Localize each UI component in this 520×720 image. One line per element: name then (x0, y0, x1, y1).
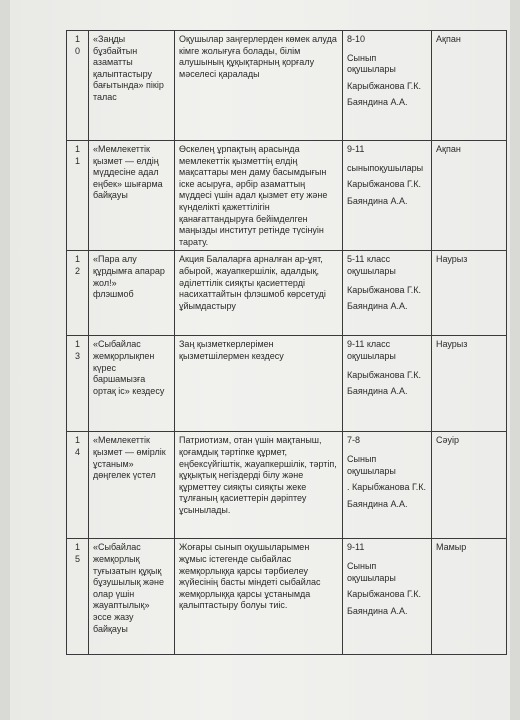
event-title: «Сыбайлас жемқорлықпен күрес баршамызға ортақ іс» кездесу (89, 336, 175, 432)
row-number-digit-2: 4 (74, 446, 80, 457)
table-row (67, 31, 507, 141)
row-number-digit-2: 0 (74, 45, 80, 56)
responsible-person-1: Карыбжанова Г.К. (347, 179, 421, 190)
month-cell: Наурыз (432, 336, 507, 432)
row-number (67, 141, 89, 251)
event-title: «Пара алу құрдымға апарар жол!» флэшмоб (89, 251, 175, 336)
row-number (67, 336, 89, 432)
table-row (67, 336, 507, 432)
row-number-digit-2: 2 (74, 265, 80, 276)
grade-range: 7-8 (347, 435, 361, 446)
grade-range: 9-11 (347, 144, 365, 154)
row-number (67, 251, 89, 336)
event-description: Патриотизм, отан үшін мақтаныш, қоғамдық тәртіпке құрмет, еңбексүйгіштік, жауапкершілік, тәртіп, құқықтық негіздерді білу және құрметтеу сияқты сияқты жеке тұлғаның қасиеттерін дәріптеу ұсынылады. (175, 432, 343, 539)
table-row (67, 141, 507, 251)
responsible-person-1: Карыбжанова Г.К. (347, 589, 421, 600)
responsible-person-1: . Карыбжанова Г.К. (347, 482, 426, 493)
grade-range: 8-10 (347, 34, 366, 44)
participants-cell (343, 539, 432, 655)
event-title: «Мемлекеттік қызмет — елдің мүддесіне адал еңбек» шығарма байқауы (89, 141, 175, 251)
table-row (67, 539, 507, 655)
row-number-digit-1: 1 (74, 339, 80, 350)
audience-label: Сынып оқушылары (347, 52, 396, 75)
event-description: Заң қызметкерлерімен қызметшілермен кездесу (175, 336, 343, 432)
grade-range: 9-11 класс оқушылары (347, 339, 396, 361)
month-cell: Ақпан (432, 31, 507, 141)
event-title: «Сыбайлас жемқорлық туғызатын құқық бұзушылық және олар үшін жауаптылық» эссе жазу байқауы (89, 539, 175, 655)
participants-cell (343, 141, 432, 251)
grade-range: 9-11 (347, 542, 365, 553)
participants-cell (343, 31, 432, 141)
responsible-person-1: Карыбжанова Г.К. (347, 80, 421, 91)
row-number-digit-1: 1 (74, 34, 80, 44)
participants-cell (343, 432, 432, 539)
audience-label: Сынып оқушылары (347, 453, 396, 476)
month-cell: Ақпан (432, 141, 507, 251)
table-row (67, 432, 507, 539)
responsible-person-2: Баяндина А.А. (347, 498, 408, 509)
row-number-digit-2: 3 (74, 350, 80, 361)
month-cell: Сәуір (432, 432, 507, 539)
grade-range: 5-11 класс оқушылары (347, 254, 396, 276)
responsible-person-2: Баяндина А.А. (347, 605, 408, 616)
row-number-digit-2: 5 (74, 553, 80, 564)
responsible-person-1: Карыбжанова Г.К. (347, 284, 421, 295)
row-number-digit-1: 1 (74, 144, 80, 154)
event-description: Өскелең ұрпақтың арасында мемлекеттік қызметтің елдің мақсаттары мен даму басымдығын іске асыруға, әрбір азаматтың мүддесі үшін адал қызмет ету және күнделікті қажеттілігін қанағаттандыруға бейімделген маңызды институт ретінде түсінуін тарату. (175, 141, 343, 251)
event-plan-table (66, 30, 507, 655)
row-number-digit-1: 1 (74, 542, 80, 553)
event-description: Жоғары сынып оқушыларымен жұмыс істегенде сыбайлас жемқорлыққа қарсы тәрбиелеу жүйесінің басты міндеті сыбайлас жемқорлыққа қарсы ұстанымда қалыптастыру болуы тиіс. (175, 539, 343, 655)
participants-cell (343, 336, 432, 432)
event-title: «Мемлекеттік қызмет — өмірлік ұстаным» дөңгелек үстел (89, 432, 175, 539)
audience-label: Сынып оқушылары (347, 560, 396, 583)
responsible-person-2: Баяндина А.А. (347, 195, 408, 206)
event-title: «Заңды бұзбайтын азаматты қалыптастыру бағытында» пікір талас (89, 31, 175, 141)
row-number (67, 539, 89, 655)
responsible-person-2: Баяндина А.А. (347, 97, 408, 108)
row-number-digit-1: 1 (74, 254, 80, 265)
responsible-person-2: Баяндина А.А. (347, 386, 408, 397)
table-row (67, 251, 507, 336)
responsible-person-2: Баяндина А.А. (347, 301, 408, 312)
month-cell: Наурыз (432, 251, 507, 336)
row-number (67, 432, 89, 539)
month-cell: Мамыр (432, 539, 507, 655)
responsible-person-1: Карыбжанова Г.К. (347, 369, 421, 380)
event-description: Акция Балаларға арналған ар-ұят, абырой, жауапкершілік, адалдық, әділеттілік сияқты қасиеттерді насихаттайтын флэшмоб көрсетуді ұйымдастыру (175, 251, 343, 336)
row-number (67, 31, 89, 141)
document-page (10, 0, 510, 720)
row-number-digit-1: 1 (74, 435, 80, 446)
row-number-digit-2: 1 (74, 155, 80, 166)
participants-cell (343, 251, 432, 336)
event-description: Оқушылар заңгерлерден көмек алуда кімге жолығуға болады, білім алушының құқықтарның қорғалу мәселесі қаралады (175, 31, 343, 141)
audience-label: сыныпоқушылары (347, 162, 424, 173)
